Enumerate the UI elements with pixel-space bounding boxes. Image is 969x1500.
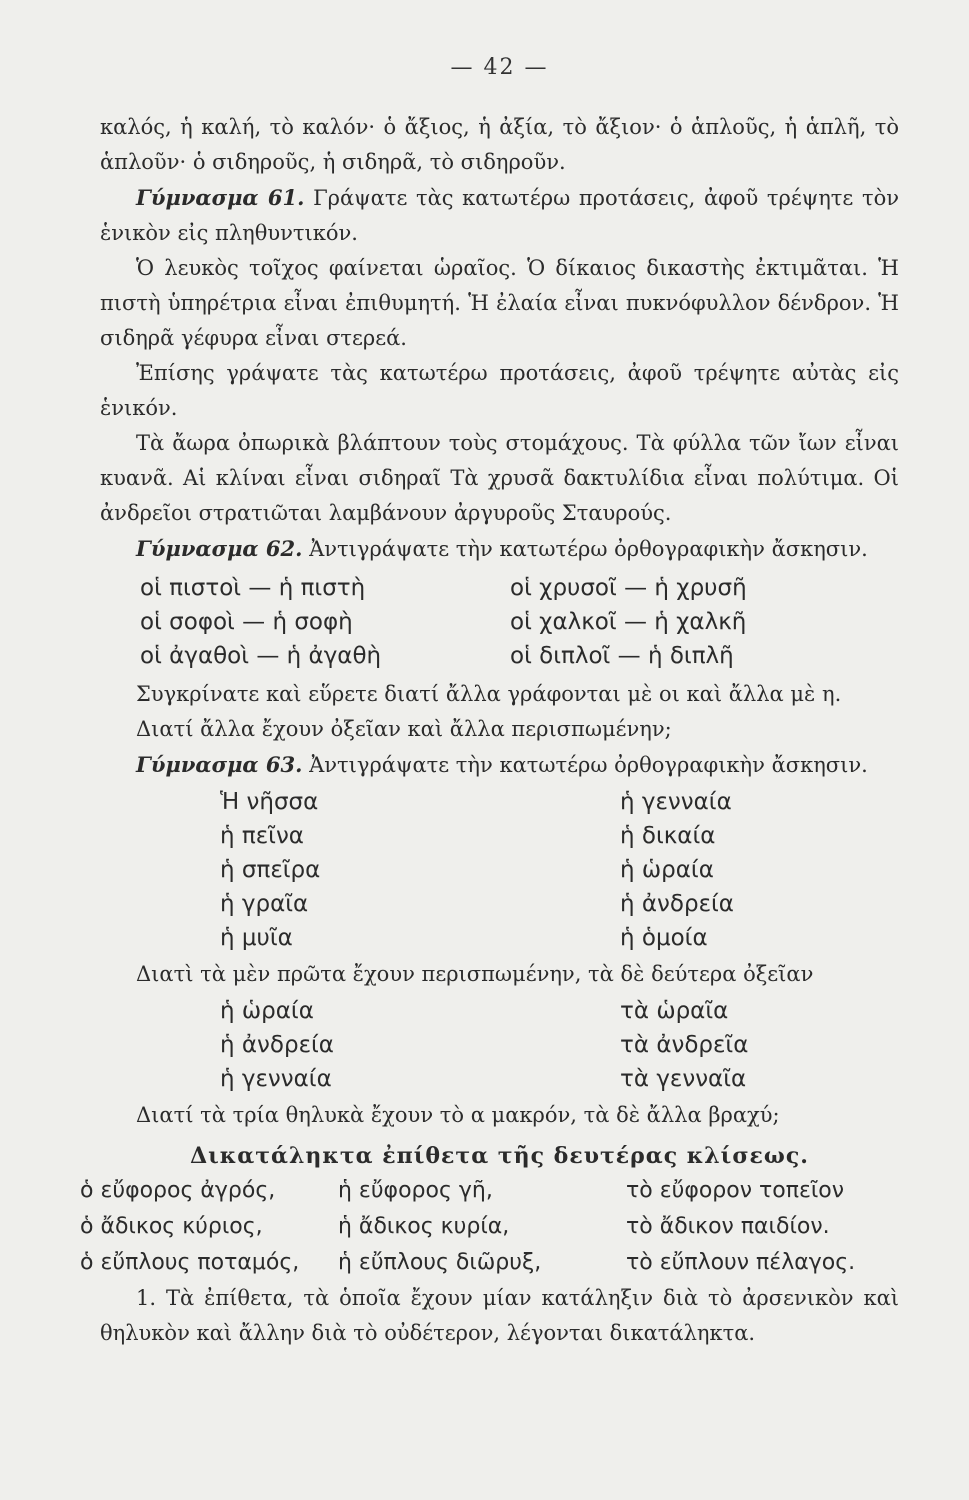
exercise-63-instruction bbox=[100, 747, 899, 783]
table-cell: ὁ εὔφορος ἀγρός, bbox=[80, 1178, 276, 1203]
word-pair: οἱ πιστοὶ — ἡ πιστὴ bbox=[140, 575, 366, 601]
exercise-63-left-column bbox=[220, 785, 620, 955]
word-item: ἡ ὡραία bbox=[620, 857, 714, 883]
table-cell: ἡ ἄδικος κυρία, bbox=[338, 1214, 510, 1239]
word-item: ἡ πεῖνα bbox=[220, 823, 304, 849]
word-item: ἡ μυῖα bbox=[220, 925, 293, 951]
exercise-61-also: Ἐπίσης γράψατε τὰς κατωτέρω προτάσεις, ἀφοῦ τρέψητε αὐτὰς εἰς ἑνικόν. bbox=[100, 361, 899, 420]
exercise-63-word-list-2 bbox=[220, 994, 899, 1096]
table-cell: ὁ ἄδικος κύριος, bbox=[80, 1214, 263, 1239]
exercise-62-why: Διατί ἄλλα ἔχουν ὀξεῖαν καὶ ἄλλα περισπωμένην; bbox=[136, 717, 672, 741]
table-cell: τὸ εὔπλουν πέλαγος. bbox=[626, 1250, 856, 1275]
exercise-61-text: Γράψατε τὰς κατωτέρω προτάσεις, ἀφοῦ τρέψητε τὸν ἑνικὸν εἰς πληθυντικόν. bbox=[100, 186, 899, 245]
word-item: τὰ ὡραῖα bbox=[620, 998, 729, 1024]
word-item: ἡ ἀνδρεία bbox=[620, 891, 734, 917]
exercise-63-why-2: Διατί τὰ τρία θηλυκὰ ἔχουν τὸ α μακρόν, τὰ δὲ ἄλλα βραχύ; bbox=[136, 1103, 780, 1127]
exercise-62-right-column bbox=[510, 571, 850, 673]
exercise-61-instruction bbox=[100, 180, 899, 251]
word-item: ἡ ὁμοία bbox=[620, 925, 708, 951]
exercise-63-word-list bbox=[220, 785, 899, 955]
word-item: ἡ γενναία bbox=[220, 1066, 332, 1092]
exercise-62-title: Γύμνασμα 62. bbox=[136, 536, 303, 561]
table-cell: ἡ εὔφορος γῆ, bbox=[338, 1178, 493, 1203]
exercise-62-instruction bbox=[100, 531, 899, 567]
exercise-63-right-column bbox=[620, 785, 920, 955]
exercise-61-sentences-2: Τὰ ἄωρα ὀπωρικὰ βλάπτουν τοὺς στομάχους. Τὰ φύλλα τῶν ἴων εἶναι κυανᾶ. Αἱ κλίναι εἶναι σιδηραῖ Τὰ χρυσᾶ δακτυλίδια εἶναι πολύτιμα. Οἱ ἀνδρεῖοι στρατιῶται λαμβάνουν ἀργυροῦς Σταυρούς. bbox=[100, 431, 899, 525]
rule-paragraph: 1. Τὰ ἐπίθετα, τὰ ὁποῖα ἔχουν μίαν κατάληξιν διὰ τὸ ἀρσενικὸν καὶ θηλυκὸν καὶ ἄλλην διὰ τὸ οὐδέτερον, λέγονται δικατάληκτα. bbox=[100, 1286, 899, 1345]
exercise-62-compare: Συγκρίνατε καὶ εὕρετε διατί ἄλλα γράφονται μὲ οι καὶ ἄλλα μὲ η. bbox=[136, 682, 842, 706]
exercise-61-title: Γύμνασμα 61. bbox=[136, 185, 305, 210]
word-pair: οἱ σοφοὶ — ἡ σοφὴ bbox=[140, 609, 353, 635]
exercise-62-text: Ἀντιγράψατε τὴν κατωτέρω ὀρθογραφικὴν ἄσκησιν. bbox=[302, 537, 868, 561]
adjective-table bbox=[80, 1173, 899, 1281]
exercise-61-sentences-1: Ὁ λευκὸς τοῖχος φαίνεται ὡραῖος. Ὁ δίκαιος δικαστὴς ἐκτιμᾶται. Ἡ πιστὴ ὑπηρέτρια εἶναι ἐπιθυμητή. Ἡ ἐλαία εἶναι πυκνόφυλλον δένδρον. Ἡ σιδηρᾶ γέφυρα εἶναι στερεά. bbox=[100, 256, 899, 350]
word-item: ἡ γραῖα bbox=[220, 891, 309, 917]
table-cell: τὸ ἄδικον παιδίον. bbox=[626, 1214, 830, 1239]
exercise-63-title: Γύμνασμα 63. bbox=[136, 752, 303, 777]
exercise-62-word-pairs bbox=[140, 571, 899, 673]
word-pair: οἱ χαλκοῖ — ἡ χαλκῆ bbox=[510, 609, 747, 635]
exercise-63-text: Ἀντιγράψατε τὴν κατωτέρω ὀρθογραφικὴν ἄσκησιν. bbox=[302, 753, 868, 777]
exercise-63-right-column-2 bbox=[620, 994, 920, 1096]
page-number: — 42 — bbox=[450, 55, 549, 80]
intro-paragraph: καλός, ἡ καλή, τὸ καλόν· ὁ ἄξιος, ἡ ἀξία, τὸ ἄξιον· ὁ ἁπλοῦς, ἡ ἁπλῆ, τὸ ἁπλοῦν· ὁ σιδηροῦς, ἡ σιδηρᾶ, τὸ σιδηροῦν. bbox=[100, 115, 899, 174]
exercise-63-why-1: Διατὶ τὰ μὲν πρῶτα ἔχουν περισπωμένην, τὰ δὲ δεύτερα ὀξεῖαν bbox=[136, 962, 814, 986]
section-heading: Δικατάληκτα ἐπίθετα τῆς δευτέρας κλίσεως. bbox=[190, 1143, 809, 1169]
word-item: ἡ ἀνδρεία bbox=[220, 1032, 334, 1058]
exercise-63-left-column-2 bbox=[220, 994, 620, 1096]
exercise-62-left-column bbox=[140, 571, 510, 673]
table-cell: ἡ εὔπλους διῶρυξ, bbox=[338, 1250, 542, 1275]
word-item: τὰ γενναῖα bbox=[620, 1066, 747, 1092]
word-pair: οἱ χρυσοῖ — ἡ χρυσῆ bbox=[510, 575, 747, 601]
table-cell: ὁ εὔπλους ποταμός, bbox=[80, 1250, 300, 1275]
word-pair: οἱ διπλοῖ — ἡ διπλῆ bbox=[510, 643, 734, 669]
word-pair: οἱ ἀγαθοὶ — ἡ ἀγαθὴ bbox=[140, 643, 382, 669]
word-item: τὰ ἀνδρεῖα bbox=[620, 1032, 749, 1058]
word-item: ἡ ὡραία bbox=[220, 998, 314, 1024]
word-item: Ἡ νῆσσα bbox=[220, 789, 319, 815]
table-cell: τὸ εὔφορον τοπεῖον bbox=[626, 1178, 845, 1203]
word-item: ἡ γενναία bbox=[620, 789, 732, 815]
word-item: ἡ δικαία bbox=[620, 823, 716, 849]
word-item: ἡ σπεῖρα bbox=[220, 857, 321, 883]
